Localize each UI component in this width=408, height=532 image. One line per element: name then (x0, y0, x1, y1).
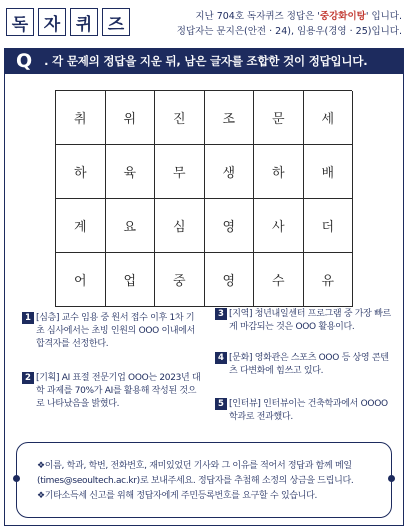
grid-cell: 영 (205, 253, 255, 307)
submission-instructions (16, 442, 392, 518)
hint-number: 1 (22, 312, 34, 324)
instruction-tax: ❖기타소득세 신고를 위해 정답자에게 주민등록번호를 요구할 수 있습니다. (37, 491, 318, 501)
grid-cell: 진 (155, 91, 205, 145)
hint-number: 4 (215, 352, 227, 364)
hint-text: [심층] 교수 임용 중 원서 접수 이후 1차 기초 심사에서는 초빙 인원의 OOO 이내에서 합격자를 선정한다. (36, 313, 196, 349)
grid-cell: 업 (106, 253, 156, 307)
grid-cell: 조 (205, 91, 255, 145)
hint-number: 2 (22, 372, 34, 384)
grid-cell: 취 (56, 91, 106, 145)
grid-cell: 세 (304, 91, 354, 145)
grid-cell: 하 (56, 145, 106, 199)
grid-cell: 수 (254, 253, 304, 307)
grid-cell: 더 (304, 199, 354, 253)
title-tile: 자 (38, 8, 66, 36)
grid-cell: 육 (106, 145, 156, 199)
letter-grid (55, 90, 352, 307)
grid-cell: 무 (155, 145, 205, 199)
right-dot-icon (388, 475, 395, 482)
hint-text: [인터뷰] 인터뷰이는 건축학과에서 OOOO학과로 전과했다. (229, 399, 388, 422)
previous-answer-info (177, 9, 402, 39)
grid-cell: 어 (56, 253, 106, 307)
hint-2 (22, 372, 202, 411)
hint-text: [지역] 청년내일센터 프로그램 중 가장 빠르게 마감되는 것은 OOO 활용이다. (229, 309, 391, 332)
hint-text: [기획] AI 표절 전문기업 OOO는 2023년 대학 과제를 70%가 AI를 활용해 작성된 것으로 나타났음을 밝혔다. (36, 373, 201, 409)
hint-1 (22, 312, 202, 351)
hint-5 (215, 398, 391, 424)
title-tiles (6, 8, 130, 36)
grid-cell: 하 (254, 145, 304, 199)
hint-3 (215, 308, 391, 334)
winners-line: 정답자는 문지은(안전 · 24), 임용우(경영 · 25)입니다. (176, 26, 402, 37)
hint-4 (215, 352, 391, 378)
previous-answer-prefix: 지난 704호 독자퀴즈 정답은 ' (195, 11, 320, 22)
title-tile: 즈 (102, 8, 130, 36)
grid-cell: 사 (254, 199, 304, 253)
previous-answer-line (177, 9, 402, 24)
grid-cell: 계 (56, 199, 106, 253)
hint-number: 3 (215, 308, 227, 320)
hint-text: [문화] 영화관은 스포츠 OOO 등 상영 콘텐츠 다변화에 힘쓰고 있다. (229, 353, 389, 376)
left-dot-icon (13, 475, 20, 482)
previous-answer-suffix: ' 입니다. (365, 11, 402, 22)
grid-cell: 위 (106, 91, 156, 145)
title-tile: 퀴 (70, 8, 98, 36)
hint-number: 5 (215, 398, 227, 410)
question-mark: Q (16, 50, 33, 72)
question-text: . 각 문제의 정답을 지운 뒤, 남은 글자를 조합한 것이 정답입니다. (44, 54, 368, 68)
grid-cell: 유 (304, 253, 354, 307)
grid-cell: 심 (155, 199, 205, 253)
instruction-submit: ❖이름, 학과, 학번, 전화번호, 재미있었던 기사와 그 이유를 적어서 정답과 함께 메일(times@seoultech.ac.kr)로 보내주세요. 정답자를 추첨해 소정의 상금을 드립니다. (37, 461, 354, 486)
previous-answer: 중강화이탕 (319, 11, 366, 22)
question-bar (4, 48, 404, 74)
grid-cell: 생 (205, 145, 255, 199)
grid-cell: 배 (304, 145, 354, 199)
title-tile: 독 (6, 8, 34, 36)
grid-cell: 영 (205, 199, 255, 253)
grid-cell: 중 (155, 253, 205, 307)
grid-cell: 요 (106, 199, 156, 253)
grid-cell: 문 (254, 91, 304, 145)
instructions-text (37, 459, 377, 504)
